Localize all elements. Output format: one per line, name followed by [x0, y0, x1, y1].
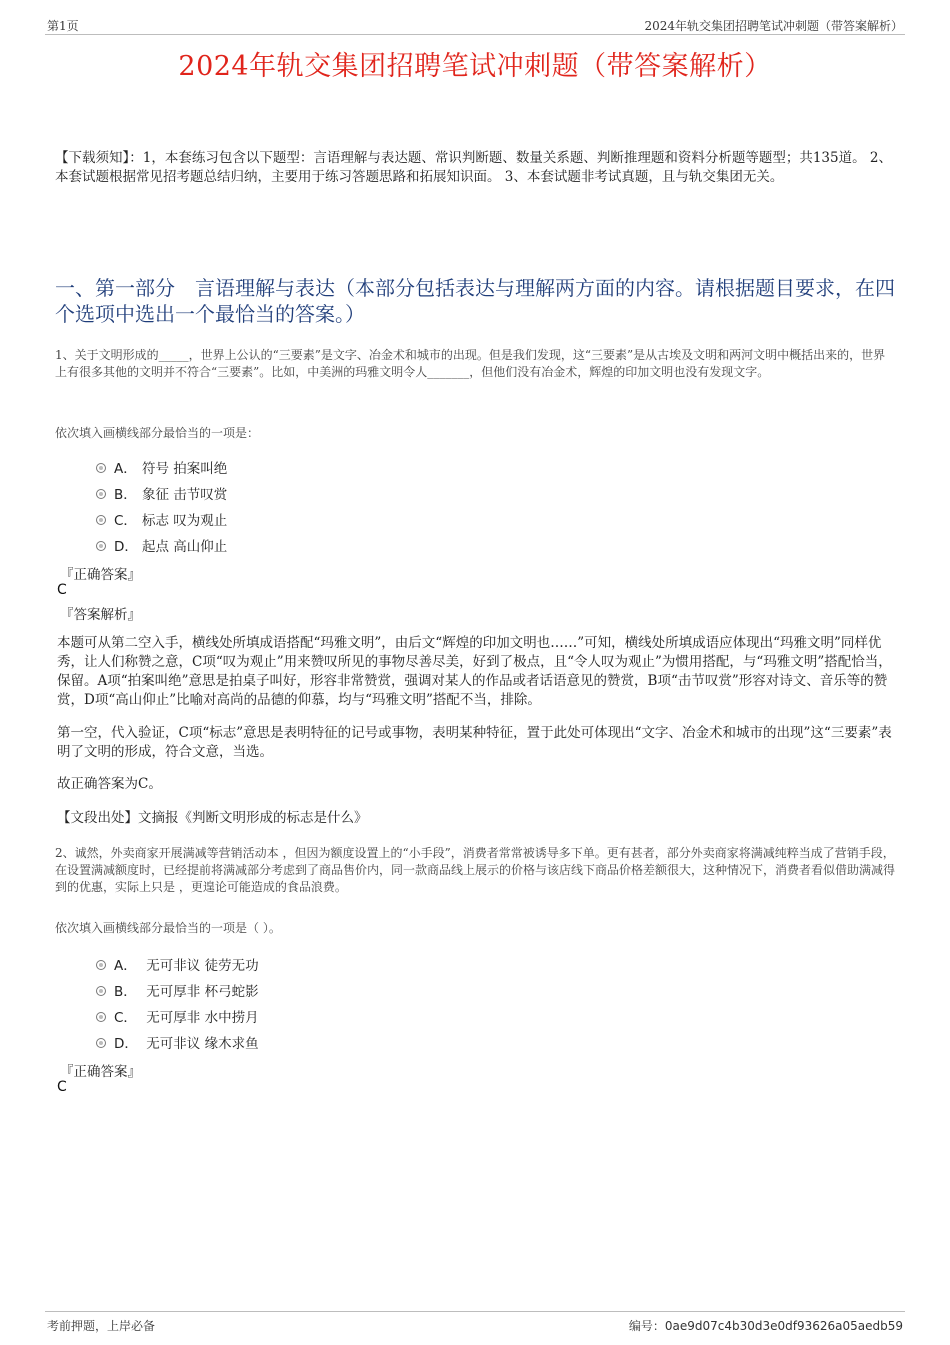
radio-icon[interactable] — [96, 489, 106, 499]
option-letter: D． — [114, 1036, 138, 1052]
document-title: 2024年轨交集团招聘笔试冲刺题（带答案解析） — [178, 51, 772, 82]
analysis-paragraph: 第一空，代入验证，C项“标志”意思是表明特征的记号或事物，表明某种特征，置于此处可体现出“文字、冶金术和城市的出现”这“三要素”表明了文明的形成，符合文意，当选。 — [57, 725, 892, 760]
analysis-label: 『答案解析』 — [60, 607, 141, 623]
answer-label: 『正确答案』 — [60, 1064, 141, 1080]
radio-icon[interactable] — [96, 515, 106, 525]
radio-icon[interactable] — [96, 463, 106, 473]
radio-icon[interactable] — [96, 986, 106, 996]
option-letter: C． — [114, 1010, 137, 1026]
option-text: 象征 击节叹赏 — [142, 487, 228, 503]
option-letter: C． — [114, 513, 137, 529]
analysis-source: 【文段出处】文摘报《判断文明形成的标志是什么》 — [57, 810, 368, 826]
option-letter: B． — [114, 984, 137, 1000]
radio-icon[interactable] — [96, 1012, 106, 1022]
answer-label: 『正确答案』 — [60, 567, 141, 583]
radio-icon[interactable] — [96, 960, 106, 970]
option-text: 无可厚非 水中捞月 — [142, 1010, 259, 1026]
question-1-text: 1、关于文明形成的_____，世界上公认的“三要素”是文字、冶金术和城市的出现。但是我们发现，这“三要素”是从古埃及文明和两河文明中概括出来的，世界上有很多其他的文明并不符合“三要素”。比如，中美洲的玛雅文明令人_______，但他们没有冶金术，辉煌的印加文明也没有发现文字。 — [55, 348, 886, 379]
question-2-prompt: 依次填入画横线部分最恰当的一项是（ ）。 — [55, 921, 281, 935]
option-text: 无可非议 徒劳无功 — [142, 958, 259, 974]
option-text: 符号 拍案叫绝 — [142, 461, 228, 477]
radio-icon[interactable] — [96, 541, 106, 551]
option-text: 标志 叹为观止 — [142, 513, 228, 529]
option-letter: D． — [114, 539, 138, 555]
answer-value: C — [57, 582, 67, 598]
option-letter: A． — [114, 958, 137, 974]
option-text: 无可非议 缘木求鱼 — [142, 1036, 259, 1052]
header-doc-title: 2024年轨交集团招聘笔试冲刺题（带答案解析） — [644, 19, 903, 33]
option-letter: B． — [114, 487, 137, 503]
page-footer — [45, 1311, 905, 1334]
download-notice: 【下载须知】：1，本套练习包含以下题型：言语理解与表达题、常识判断题、数量关系题、判断推理题和资料分析题等题型；共135道。 2、本套试题根据常见招考题总结归纳，主要用于练习答题思路和拓展知识面。 3、本套试题非考试真题，且与轨交集团无关。 — [55, 150, 892, 185]
question-2-text: 2、诚然，外卖商家开展满减等营销活动本 ，但因为额度设置上的“小手段”，消费者常常被诱导多下单。更有甚者，部分外卖商家将满减纯粹当成了营销手段，在设置满减额度时，已经提前将满减部分考虑到了商品售价内，同一款商品线上展示的价格与该店线下商品价格差额很大，这种情况下，消费者看似借助满减得到的优惠，实际上只是 ，更遑论可能造成的食品浪费。 — [55, 846, 896, 894]
document-id: 编号：0ae9d07c4b30d3e0df93626a05aedb59 — [628, 1319, 903, 1333]
footer-slogan: 考前押题，上岸必备 — [47, 1319, 156, 1333]
radio-icon[interactable] — [96, 1038, 106, 1048]
analysis-conclusion: 故正确答案为C。 — [57, 776, 162, 792]
question-1-prompt: 依次填入画横线部分最恰当的一项是： — [55, 426, 260, 440]
answer-value: C — [57, 1079, 67, 1095]
option-text: 起点 高山仰止 — [142, 539, 228, 555]
page-number: 第1页 — [47, 19, 79, 33]
option-text: 无可厚非 杯弓蛇影 — [142, 984, 259, 1000]
section-heading: 一、第一部分 言语理解与表达（本部分包括表达与理解两方面的内容。请根据题目要求，在四个选项中选出一个最恰当的答案。） — [55, 276, 895, 326]
page-header — [45, 14, 905, 35]
option-letter: A． — [114, 461, 137, 477]
analysis-paragraph: 本题可从第二空入手，横线处所填成语搭配“玛雅文明”，由后文“辉煌的印加文明也……”可知，横线处所填成语应体现出“玛雅文明”同样优秀，让人们称赞之意，C项“叹为观止”用来赞叹所见的事物尽善尽美，好到了极点，且“令人叹为观止”为惯用搭配，与“玛雅文明”搭配恰当，保留。A项“拍案叫绝”意思是拍桌子叫好，形容非常赞赏，强调对某人的作品或者话语意见的赞赏，B项“击节叹赏”形容对诗文、音乐等的赞赏，D项“高山仰止”比喻对高尚的品德的仰慕，均与“玛雅文明”搭配不当，排除。 — [57, 635, 892, 708]
